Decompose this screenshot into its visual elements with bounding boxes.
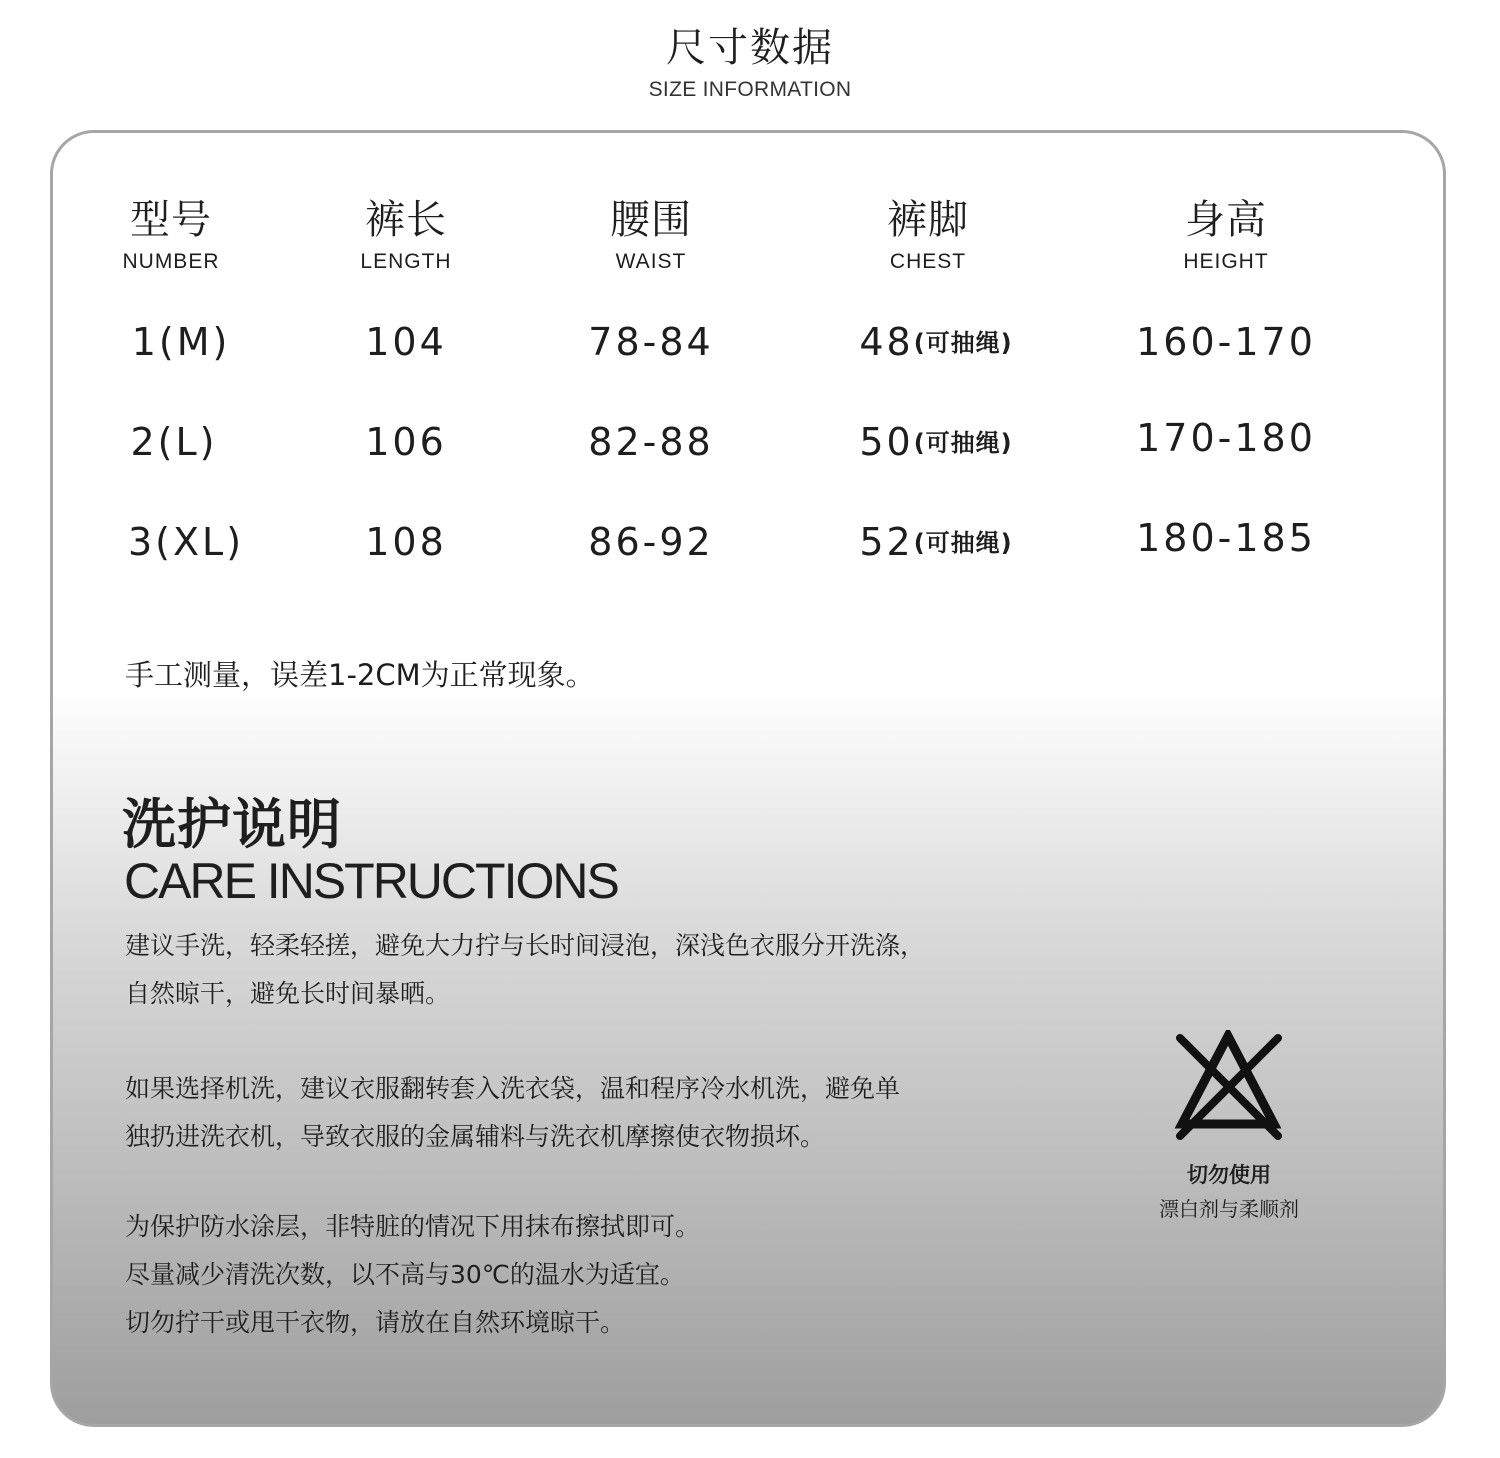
table-cell-height: 160-170 bbox=[1136, 320, 1316, 364]
table-cell-number: 3(XL) bbox=[127, 520, 245, 564]
care-line: 建议手洗，轻柔轻搓，避免大力拧与长时间浸泡，深浅色衣服分开洗涤， bbox=[125, 931, 926, 960]
page-title: 尺寸数据 bbox=[666, 25, 834, 71]
table-cell-height: 170-180 bbox=[1136, 416, 1316, 460]
measurement-note: 手工测量，误差1-2CM为正常现象。 bbox=[125, 658, 595, 692]
table-cell-chest bbox=[786, 520, 1086, 564]
column-header-en: NUMBER bbox=[122, 250, 220, 273]
table-cell-number: 1(M) bbox=[131, 320, 231, 364]
chest-note: (可抽绳) bbox=[913, 329, 1013, 357]
warning-title: 切勿使用 bbox=[1187, 1163, 1271, 1187]
table-cell-waist: 78-84 bbox=[588, 320, 714, 364]
care-line: 独扔进洗衣机，导致衣服的金属辅料与洗衣机摩擦使衣物损坏。 bbox=[125, 1122, 826, 1151]
chest-value: 48 bbox=[859, 320, 914, 364]
column-header-chest bbox=[778, 196, 1078, 274]
table-cell-chest bbox=[786, 420, 1086, 464]
table-cell-waist: 82-88 bbox=[588, 420, 714, 464]
table-cell-chest bbox=[786, 320, 1086, 364]
column-header-en: CHEST bbox=[889, 250, 967, 273]
care-line: 为保护防水涂层，非特脏的情况下用抹布擦拭即可。 bbox=[125, 1212, 701, 1241]
chest-note: (可抽绳) bbox=[913, 429, 1013, 457]
care-title-en: CARE INSTRUCTIONS bbox=[124, 853, 618, 909]
no-bleach-icon bbox=[1172, 1030, 1284, 1142]
care-paragraph-machine-wash bbox=[125, 1065, 1065, 1161]
column-header-zh: 裤长 bbox=[365, 197, 447, 243]
column-header-zh: 型号 bbox=[130, 197, 212, 243]
column-header-en: HEIGHT bbox=[1183, 250, 1269, 273]
table-cell-length: 108 bbox=[365, 520, 447, 564]
care-line: 尽量减少清洗次数，以不高与30℃的温水为适宜。 bbox=[125, 1260, 685, 1289]
column-header-zh: 裤脚 bbox=[887, 197, 969, 243]
column-header-zh: 腰围 bbox=[610, 197, 692, 243]
column-header-zh: 身高 bbox=[1185, 197, 1267, 243]
chest-note: (可抽绳) bbox=[913, 529, 1013, 557]
care-title: 洗护说明 bbox=[122, 793, 342, 856]
table-cell-number: 2(L) bbox=[130, 420, 218, 464]
warning-subtitle: 漂白剂与柔顺剂 bbox=[1159, 1197, 1299, 1221]
table-cell-waist: 86-92 bbox=[588, 520, 714, 564]
column-header-height bbox=[1076, 196, 1376, 274]
table-cell-length: 106 bbox=[365, 420, 447, 464]
care-line: 如果选择机洗，建议衣服翻转套入洗衣袋，温和程序冷水机洗，避免单 bbox=[125, 1074, 901, 1103]
page-subtitle: SIZE INFORMATION bbox=[648, 78, 852, 101]
care-line: 自然晾干，避免长时间暴晒。 bbox=[125, 979, 451, 1008]
column-header-en: WAIST bbox=[615, 250, 687, 273]
care-paragraph-hand-wash bbox=[125, 922, 1065, 1018]
column-header-waist bbox=[501, 196, 801, 274]
chest-value: 50 bbox=[859, 420, 914, 464]
table-cell-height: 180-185 bbox=[1136, 516, 1316, 560]
column-header-en: LENGTH bbox=[360, 250, 452, 273]
care-line: 切勿拧干或甩干衣物，请放在自然环境晾干。 bbox=[125, 1308, 626, 1337]
chest-value: 52 bbox=[859, 520, 914, 564]
table-cell-length: 104 bbox=[365, 320, 447, 364]
care-paragraph-coating bbox=[125, 1203, 1065, 1347]
